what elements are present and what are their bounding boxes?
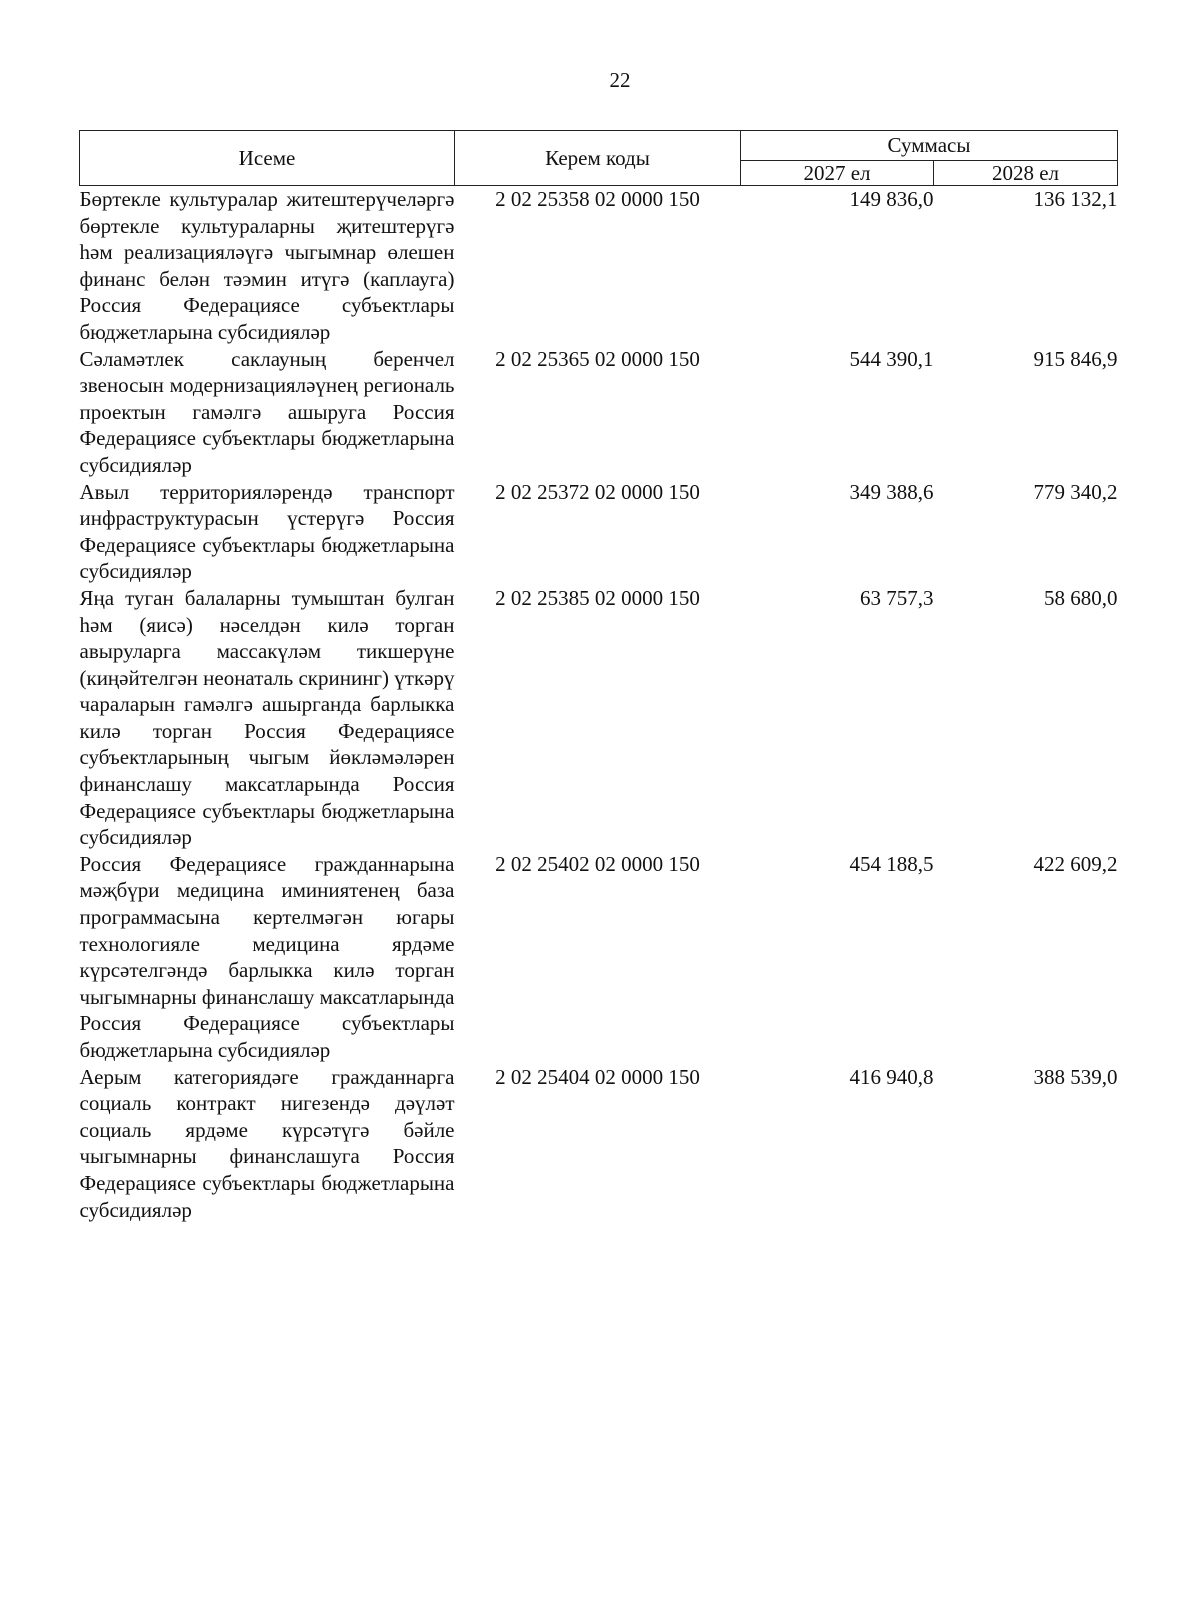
table-row (80, 186, 1118, 346)
row-name: Сәламәтлек саклауның беренчел звеносын модернизацияләүнең региональ проектын гамәлгә ашыруга Россия Федерациясе субъектлары бюджетларына субсидияләр (79, 346, 455, 477)
row-code: 2 02 25404 02 0000 150 (495, 1064, 700, 1089)
header-name: Исеме (80, 131, 455, 186)
row-name: Бөртекле культуралар житештерүчеләргә бөртекле культураларны җитештерүгә һәм реализацияләүгә чыгымнар өлешен финанс белән тәэмин итүгә (каплауга) Россия Федерациясе субъектлары бюджетларына субсидияләр (79, 187, 455, 344)
table-row (80, 479, 1118, 585)
row-code: 2 02 25365 02 0000 150 (495, 346, 700, 371)
row-name: Аерым категориядәге гражданнарга социаль контракт нигезендә дәүләт социаль ярдәме күрсәтүгә бәйле чыгымнарны финанслашуга Россия Федерациясе субъектлары бюджетларына субсидияләр (79, 1064, 455, 1222)
row-code: 2 02 25402 02 0000 150 (495, 851, 700, 876)
row-amount-2028: 915 846,9 (1033, 346, 1118, 371)
row-amount-2027: 63 757,3 (860, 585, 934, 610)
header-amounts: Суммасы (741, 131, 1118, 161)
row-code: 2 02 25358 02 0000 150 (495, 187, 700, 211)
row-amount-2027: 454 188,5 (849, 851, 934, 876)
table-row (80, 585, 1118, 851)
row-amount-2027: 149 836,0 (849, 187, 934, 211)
row-code: 2 02 25372 02 0000 150 (495, 479, 700, 504)
row-amount-2028: 58 680,0 (1044, 585, 1118, 610)
table-body (80, 186, 1118, 1224)
header-code: Керем коды (455, 131, 741, 186)
row-amount-2028: 388 539,0 (1033, 1064, 1118, 1089)
header-year-2028: 2028 ел (934, 160, 1118, 185)
row-amount-2027: 416 940,8 (849, 1064, 934, 1089)
budget-table (79, 130, 1118, 1223)
row-amount-2028: 779 340,2 (1033, 479, 1118, 504)
row-name: Россия Федерациясе гражданнарына мәҗбүри медицина иминиятенең база программасына кертелмәгән югары технологияле медицина ярдәме күрсәтелгәндә барлыкка килә торган чыгымнарны финанслашу максатларында Россия Федерациясе субъектлары бюджетларына субсидияләр (79, 851, 455, 1062)
row-amount-2028: 136 132,1 (1033, 187, 1118, 211)
row-code: 2 02 25385 02 0000 150 (495, 585, 700, 610)
table-row (80, 1064, 1118, 1224)
table-row (80, 346, 1118, 479)
row-amount-2028: 422 609,2 (1033, 851, 1118, 876)
row-name: Авыл территорияләрендә транспорт инфраструктурасын үстерүгә Россия Федерациясе субъектлары бюджетларына субсидияләр (79, 479, 455, 584)
table-header (80, 131, 1118, 186)
header-year-2027: 2027 ел (741, 160, 934, 185)
table-row (80, 851, 1118, 1064)
row-amount-2027: 544 390,1 (849, 346, 934, 371)
row-amount-2027: 349 388,6 (849, 479, 934, 504)
page-number: 22 (609, 68, 631, 92)
row-name: Яңа туган балаларны тумыштан булган һәм (яисә) нәселдән килә торган авыруларга массакүләм тикшерүне (киңәйтелгән неонаталь скрининг) үткәрү чараларын гамәлгә ашырганда барлыкка килә торган Россия Федерациясе субъектларының чыгым йөкләмәләрен финанслашу максатларында Россия Федерациясе субъектлары бюджетларына субсидияләр (79, 585, 455, 850)
